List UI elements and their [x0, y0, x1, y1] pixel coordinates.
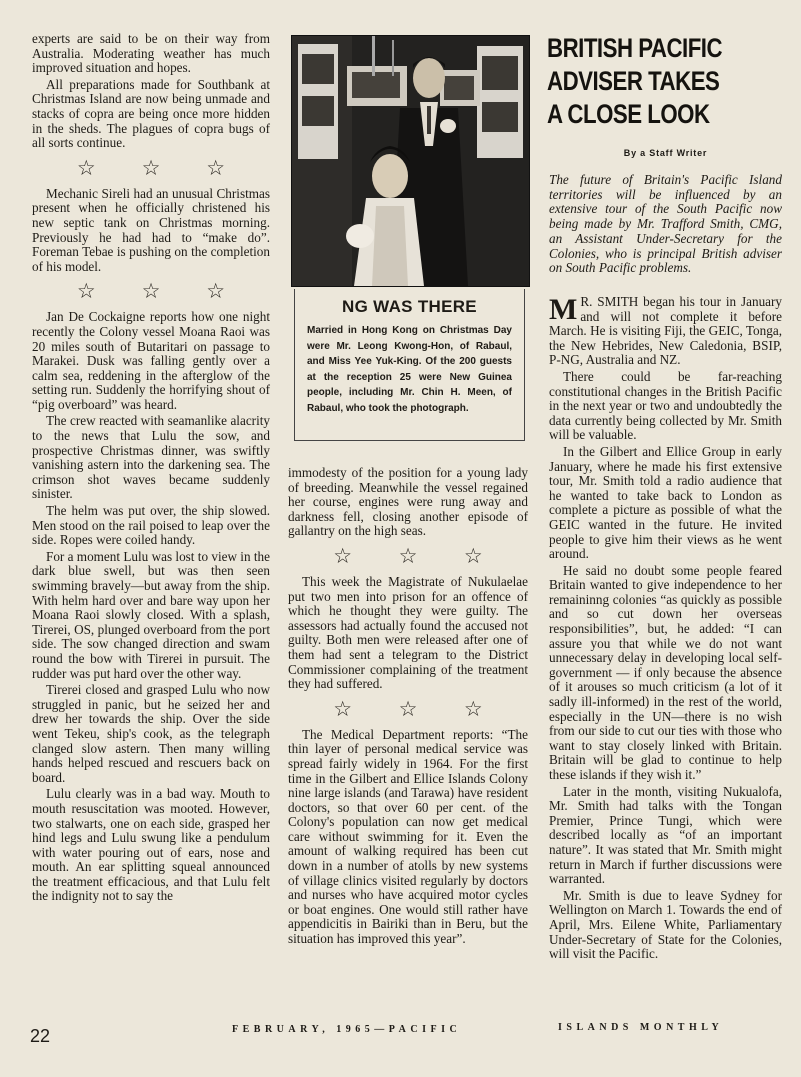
star-icon: ☆: [141, 155, 161, 180]
article-headline: [547, 32, 749, 131]
star-icon: ☆: [333, 543, 353, 568]
star-icon: ☆: [333, 696, 353, 721]
paragraph: Mr. Smith is due to leave Sydney for Wellington on March 1. Towards the end of April, Mrs. Eilene White, Parliamentary Under-Secretary of State for the Colonies, will visit the Pacific.: [549, 887, 782, 962]
star-icon: ☆: [141, 279, 161, 304]
star-separator: [288, 545, 528, 567]
column-left: [32, 32, 270, 906]
paragraph: He said no doubt some people feared Britain wanted to give independence to her remaininng colonies “as quickly as possible and so cut down her overseas responsibilities”, but, he added: “I can assure you that while we do not want unnecessary delay in developing local self-government — if only because the absence of it arouses so much criticism (a lot of it sadly ill-informed) in the rest of the world, especially in the UN—there is no wish from our side to cut our ties with those who want to stay closely linked with Britain. Britain will be glad to continue to help these islands if they wish it.”: [549, 562, 782, 782]
paragraph: experts are said to be on their way from Australia. Moderating weather has much improved situation and hopes.: [32, 31, 270, 76]
star-icon: ☆: [463, 543, 483, 568]
column-right: [549, 295, 782, 964]
star-separator: [32, 280, 270, 302]
star-separator: [288, 698, 528, 720]
paragraph: Lulu clearly was in a bad way. Mouth to mouth resuscitation was mooted. However, two stalwarts, one on each side, grasped her hind legs and Lulu swung like a pendulum with water pouring out of ears, nose and mouth. An ear splitting squeal announced the treatment efficacious, and that Lulu felt the indignity not to say the: [32, 786, 270, 904]
wedding-photo: [291, 35, 530, 287]
caption-text: Married in Hong Kong on Christmas Day were Mr. Leong Kwong-Hon, of Rabaul, and Miss Yee Yuk-King. Of the 200 guests at the reception 25 were New Guinea people, including Mr. Chin H. Meen, of Rabaul, who took the photograph.: [307, 325, 512, 414]
paragraph: The Medical Department reports: “The thin layer of personal medical service was spread fairly widely in 1964. For the first time in the Gilbert and Ellice Islands Colony nine large islands (and Tarawa) have resident doctors, so that over 60 per cent. of the Colony's population can now get medical care without swimming for it. Even the amount of walking required has been cut down in a number of atolls by new systems of village clinics visited regularly by doctors and nurses who have acquired motor cycles or boat engines. One would still rather have appendicitis in Bairiki than in Beru, but the situation has improved this year”.: [288, 726, 528, 947]
paragraph: immodesty of the position for a young lady of breeding. Meanwhile the vessel regained her course, engines were rung away and darkness fell, closing another episode of gallantry on the high seas.: [288, 465, 528, 539]
star-icon: ☆: [76, 279, 96, 304]
caption-title: NG WAS THERE: [342, 297, 477, 316]
paragraph: [549, 295, 782, 368]
paragraph: Mechanic Sireli had an unusual Christmas present when he officially christened his new septic tank on Christmas morning. Previously he had had to “make do”. Foreman Tebae is pushing on the completion of his model.: [32, 185, 270, 274]
paragraph: This week the Magistrate of Nukulaelae put two men into prison for an offence of which he thought they were guilty. The assessors had actually found the accused not guilty. Both men were released after one of them had sent a telegram to the District Commissioner complaining of the treatment they had suffered.: [288, 573, 528, 692]
headline-line: A CLOSE LOOK: [547, 99, 710, 129]
star-icon: ☆: [76, 155, 96, 180]
paragraph: Later in the month, visiting Nukualofa, Mr. Smith had talks with the Tongan Premier, Prince Tungi, which were described locally as “of an important nature”. It was stated that Mr. Smith might return in March if further discussions were warranted.: [549, 783, 782, 887]
headline-line: ADVISER TAKES: [547, 66, 720, 96]
footer-publication: ISLANDS MONTHLY: [558, 1022, 724, 1033]
star-icon: ☆: [206, 155, 226, 180]
byline: By a Staff Writer: [623, 148, 708, 158]
page-number: 22: [30, 1026, 51, 1046]
star-icon: ☆: [463, 696, 483, 721]
star-icon: ☆: [206, 279, 226, 304]
standfirst: The future of Britain's Pacific Island territories will be influenced by an extensive tour of the South Pacific now being made by Mr. Trafford Smith, CMG, an Assistant Under-Secretary for the Colonies, who is principal British adviser on South Pacific problems.: [549, 172, 782, 276]
footer-date-title: FEBRUARY, 1965—PACIFIC: [232, 1024, 462, 1035]
drop-cap: M: [549, 293, 578, 326]
paragraph: Tirerei closed and grasped Lulu who now struggled in panic, but he seized her and drew her towards the ship. Over the side went Tekeu, ship's cook, as the telegraph clanged slow astern. Then many willing hands helped rescued and rescuers back on board.: [32, 682, 270, 785]
headline-line: BRITISH PACIFIC: [547, 33, 723, 63]
star-separator: [32, 157, 270, 179]
paragraph: There could be far-reaching constitutional changes in the British Pacific in the next year or two and undoubtedly the data currently being collected by Mr. Smith will be valuable.: [549, 368, 782, 443]
first-paragraph-text: R. SMITH began his tour in January and will not complete it before March. He is visiting Fiji, the GEIC, Tonga, the New Hebrides, New Caledonia, BSIP, P-NG, Australia and NZ.: [549, 294, 782, 368]
column-middle: [288, 466, 528, 949]
star-icon: ☆: [398, 696, 418, 721]
paragraph: The crew reacted with seamanlike alacrity to the news that Lulu the sow, and prospective Christmas dinner, was swiftly vanishing astern into the darkening sea. The crimson shot waves became suddenly sinister.: [32, 413, 270, 502]
paragraph: In the Gilbert and Ellice Group in early January, where he made his first extensive tour, Mr. Smith told a radio audience that he wanted to take back to London as complete a picture as possible of what the GEIC wanted in the future. He invited people to give him their views as he went around.: [549, 443, 782, 562]
paragraph: Jan De Cockaigne reports how one night recently the Colony vessel Moana Raoi was 20 miles south of Butaritari on passage to Marakei. Dusk was falling gently over a calm sea, reddening in the afterglow of the setting run. Suddenly the horrifying shout of “pig overboard” was heard.: [32, 309, 270, 412]
paragraph: All preparations made for Southbank at Christmas Island are now being unmade and stacks of copra are being once more hidden in the sheds. The plagues of copra bugs of all sorts continue.: [32, 76, 270, 151]
paragraph: The helm was put over, the ship slowed. Men stood on the rail poised to leap over the side. Ropes were coiled handy.: [32, 503, 270, 548]
photo-caption-box: [294, 289, 525, 441]
page-footer: [0, 1018, 801, 1058]
star-icon: ☆: [398, 543, 418, 568]
wedding-photo-illustration: [292, 36, 529, 286]
paragraph: For a moment Lulu was lost to view in the dark blue swell, but was then seen swimming bravely—but away from the ship. With helm hard over and bare way upon her Moana Raoi slowly closed. With a splash, Tirerei, OS, plunged overboard from the port side. The sow changed direction and swam round the bow with Tirerei in pursuit. The rudder was put hard over the other way.: [32, 548, 270, 681]
